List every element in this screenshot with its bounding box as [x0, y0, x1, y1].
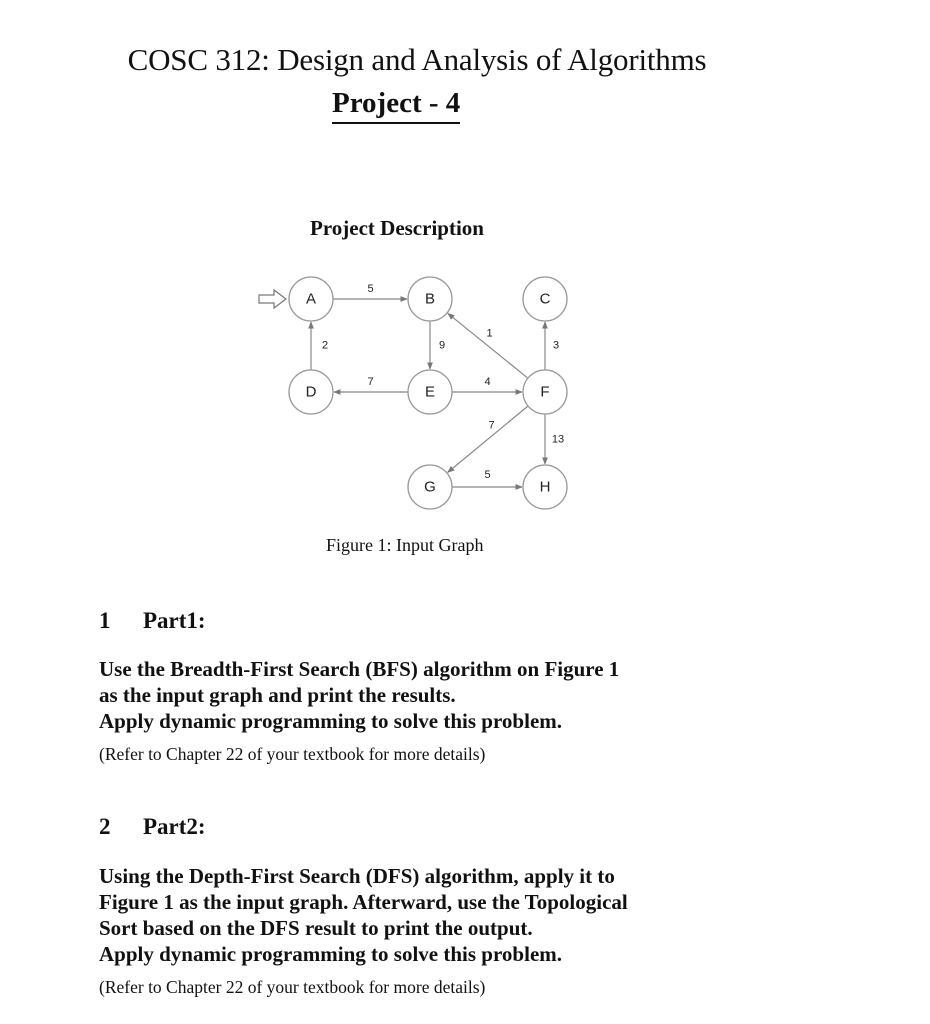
edge-d-a [311, 322, 328, 370]
part1-line: Apply dynamic programming to solve this problem. [99, 709, 563, 733]
part2-title: Part2: [143, 814, 206, 839]
node-label: G [424, 478, 436, 496]
input-graph-figure [250, 275, 590, 520]
edge-a-b [333, 283, 407, 299]
node-f [523, 370, 567, 414]
edge-weight-label: 3 [552, 339, 560, 352]
edge-f-b [448, 313, 528, 378]
part1-line: as the input graph and print the results. [99, 683, 456, 707]
edge-weight-label: 9 [438, 339, 446, 352]
part2-line: Apply dynamic programming to solve this problem. [99, 942, 563, 966]
edge-weight-label: 2 [321, 339, 329, 352]
project-description-heading: Project Description [310, 216, 484, 240]
edge-g-h [452, 469, 522, 487]
node-g [408, 465, 452, 509]
node-label: A [305, 290, 317, 308]
part1-title: Part1: [143, 608, 206, 633]
edge-weight-label: 13 [551, 433, 565, 446]
edge-weight-label: 7 [488, 419, 495, 432]
node-c [523, 277, 567, 321]
node-label: E [424, 383, 436, 401]
part2-note: (Refer to Chapter 22 of your textbook for more details) [99, 977, 486, 997]
edge-b-e [430, 321, 445, 369]
document-title: COSC 312: Design and Analysis of Algorithms [127, 42, 707, 77]
edge-e-f [452, 376, 522, 392]
node-label: B [424, 290, 436, 308]
part2-heading [99, 814, 206, 840]
node-label: D [305, 383, 317, 401]
part2-body [99, 863, 799, 967]
document-subtitle: Project - 4 [332, 86, 460, 124]
node-b [408, 277, 452, 321]
edge-weight-label: 1 [486, 327, 493, 340]
part2-line: Using the Depth-First Search (DFS) algorithm, apply it to [99, 864, 615, 888]
node-d [289, 370, 333, 414]
edge-line [448, 313, 528, 378]
part1-heading [99, 608, 206, 634]
node-label: C [539, 290, 551, 308]
edge-f-g [448, 406, 528, 472]
node-e [408, 370, 452, 414]
part1-note: (Refer to Chapter 22 of your textbook for more details) [99, 744, 486, 764]
start-arrow-icon [259, 290, 286, 308]
part2-line: Figure 1 as the input graph. Afterward, use the Topological [99, 890, 628, 914]
part2-line: Sort based on the DFS result to print the output. [99, 916, 533, 940]
edge-weight-label: 4 [484, 376, 491, 388]
edge-weight-label: 5 [484, 469, 491, 481]
figure-caption: Figure 1: Input Graph [326, 535, 484, 555]
node-label: F [540, 383, 550, 401]
node-label: H [539, 478, 551, 496]
edge-f-h [545, 414, 564, 464]
edge-f-c [545, 322, 559, 370]
node-h [523, 465, 567, 509]
edge-weight-label: 7 [367, 376, 374, 388]
edge-weight-label: 5 [367, 283, 374, 295]
part1-number: 1 [99, 608, 111, 633]
node-a [289, 277, 333, 321]
part1-body [99, 656, 799, 734]
edge-line [448, 406, 528, 472]
part1-line: Use the Breadth-First Search (BFS) algorithm on Figure 1 [99, 657, 620, 681]
part2-number: 2 [99, 814, 111, 839]
edge-e-d [334, 376, 408, 392]
